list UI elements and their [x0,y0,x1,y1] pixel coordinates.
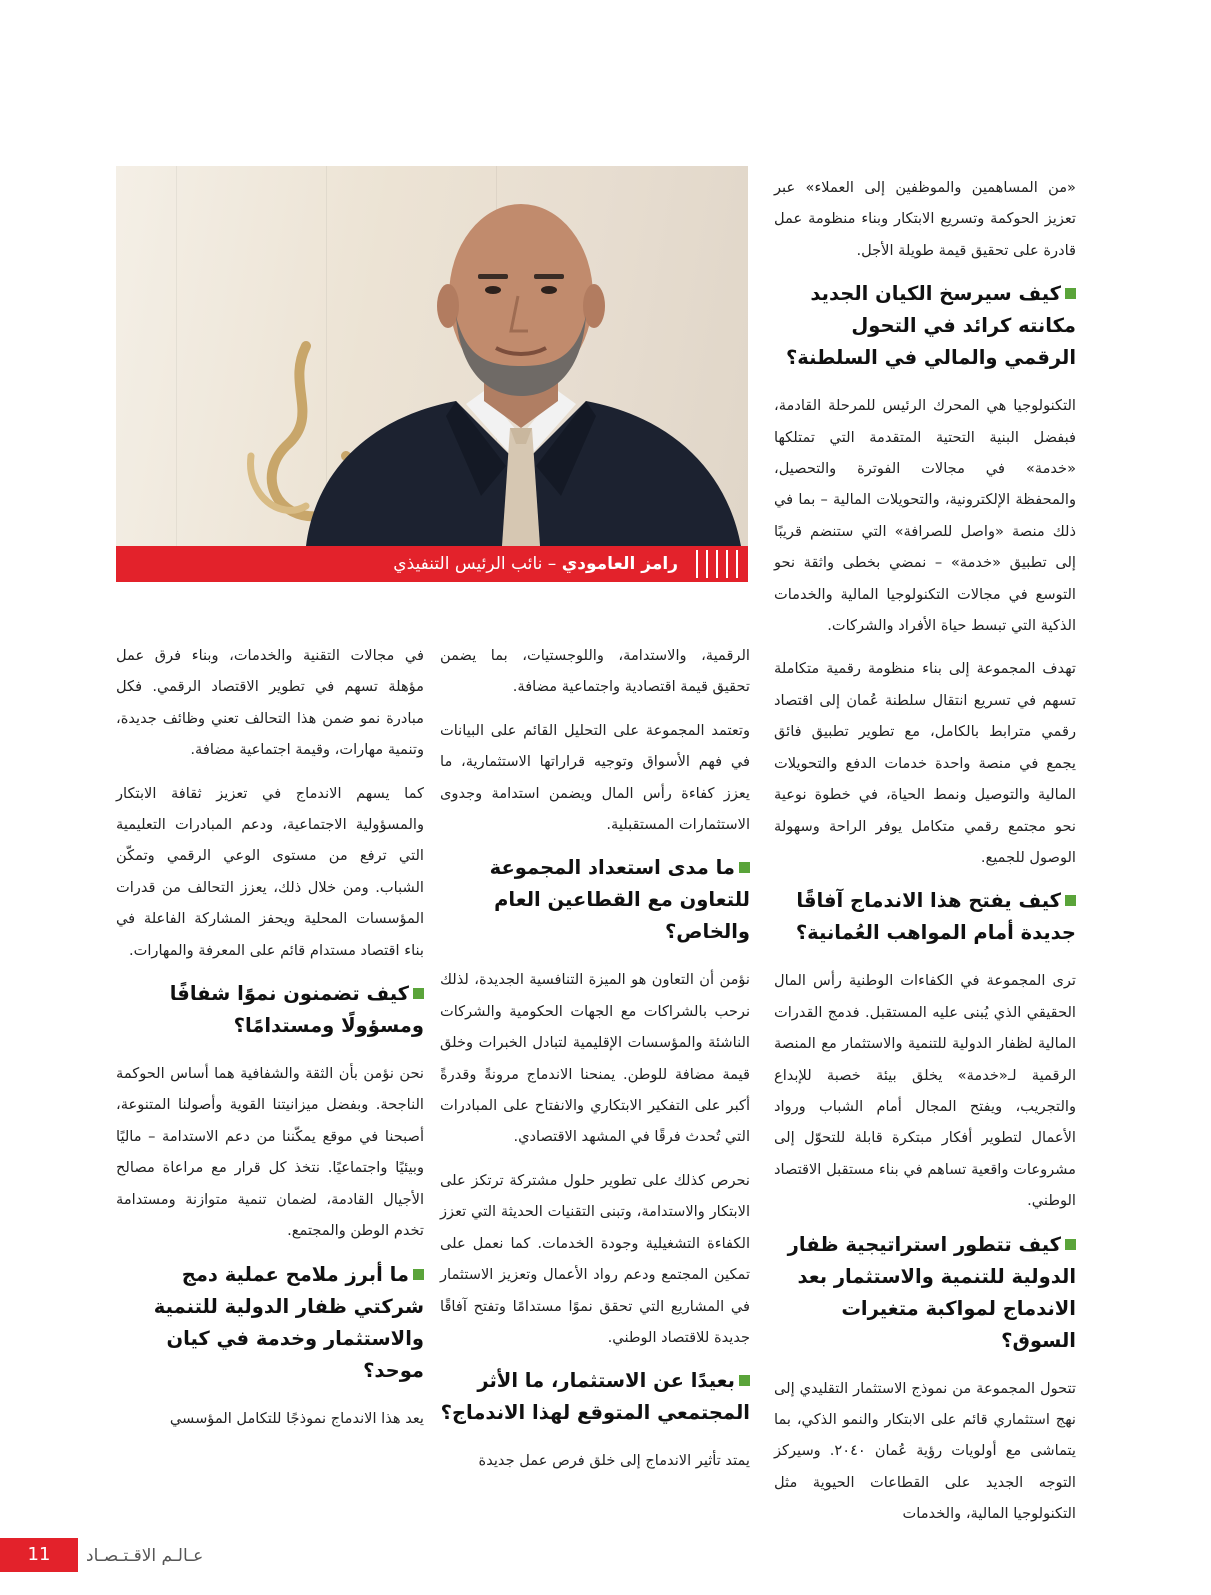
caption-name: رامز العامودي [561,554,678,574]
paragraph: نحرص كذلك على تطوير حلول مشتركة ترتكز على الابتكار والاستدامة، وتبنى التقنيات الحديثة التي تعزز الكفاءة التشغيلية وجودة الخدمات. كما نعمل على تمكين المجتمع ودعم رواد الأعمال وتعزيز الاستثمار في المشاريع التي تحقق نموًا مستدامًا وتفتح آفاقًا جديدة للاقتصاد الوطني. [440,1171,750,1346]
question-heading [116,978,424,1042]
question-heading [116,1259,424,1387]
photo-caption-bar [116,546,748,582]
paragraph: كما يسهم الاندماج في تعزيز ثقافة الابتكار والمسؤولية الاجتماعية، ودعم المبادرات التعليمية التي ترفع من مستوى الوعي الرقمي وتمكّن الشباب. ومن خلال ذلك، يعزز التحالف من قدرات المؤسسات المحلية ويحفز المشاركة الفاعلة في بناء اقتصاد مستدام قائم على المعرفة والمهارات. [116,784,424,959]
question-text: ما أبرز ملامح عملية دمج شركتي ظفار الدولية للتنمية والاستثمار وخدمة في كيان موحد؟ [153,1262,424,1382]
paragraph: يعد هذا الاندماج نموذجًا للتكامل المؤسسي [169,1409,424,1427]
portrait-photo [116,166,748,546]
paragraph: تهدف المجموعة إلى بناء منظومة رقمية متكاملة تسهم في تسريع انتقال سلطنة عُمان إلى اقتصاد رقمي مترابط بالكامل، مع تطوير تطبيق فائق يجمع في منصة واحدة خدمات الدفع والتحويلات المالية والتوصيل ونمط الحياة، في خطوة نوعية نحو مجتمع رقمي متكامل يوفر الراحة وسهولة الوصول للجميع. [774,660,1076,866]
wall-line [176,166,177,546]
page-number: 11 [27,1544,51,1565]
caption-stripe [736,550,738,578]
page-number-tab [0,1538,78,1572]
caption-role: – نائب الرئيس التنفيذي [393,554,562,574]
green-square-bullet-icon [1065,288,1076,299]
caption-stripe [716,550,718,578]
article-column-left [116,640,424,1446]
paragraph: في مجالات التقنية والخدمات، وبناء فرق عمل مؤهلة تسهم في تطوير الاقتصاد الرقمي. فكل مبادرة نمو ضمن هذا التحالف تعني وظائف جديدة، وتنمية مهارات، وقيمة اجتماعية مضافة. [116,647,424,759]
photo-caption [393,546,678,582]
caption-stripe [726,550,728,578]
paragraph: نحن نؤمن بأن الثقة والشفافية هما أساس الحوكمة الناجحة. وبفضل ميزانيتنا القوية وأصولنا المتنوعة، أصبحنا في موقع يمكّننا من دعم الاستدامة – ماليًا وبيئيًا واجتماعيًا. نتخذ كل قرار مع مراعاة مصالح الأجيال القادمة، لضمان تنمية متوازنة ومستدامة تخدم الوطن والمجتمع. [116,1065,424,1240]
question-heading [440,852,750,948]
paragraph: وتعتمد المجموعة على التحليل القائم على البيانات في فهم الأسواق وتوجيه قراراتها الاستثمارية، ما يعزز كفاءة رأس المال ويضمن استدامة وجدوى الاستثمارات المستقبلية. [440,721,750,834]
green-square-bullet-icon [413,1269,424,1280]
green-square-bullet-icon [1065,895,1076,906]
article-column-middle [440,640,750,1489]
paragraph: تتحول المجموعة من نموذج الاستثمار التقليدي إلى نهج استثماري قائم على الابتكار والنمو الذكي، بما يتماشى مع أولويات رؤية عُمان ٢٠٤٠. وسيركز التوجه الجديد على القطاعات الحيوية مثل التكنولوجيا المالية، والخدمات [774,1379,1076,1523]
article-column-right [774,172,1076,1542]
caption-stripe [696,550,698,578]
paragraph: «من المساهمين والموظفين إلى العملاء» عبر تعزيز الحوكمة وتسريع الابتكار وبناء منظومة عمل قادرة على تحقيق قيمة طويلة الأجل. [774,179,1076,259]
question-text: كيف تضمنون نموًا شفافًا ومسؤولًا ومستدامًا؟ [169,982,424,1038]
question-heading [774,885,1076,949]
question-text: ما مدى استعداد المجموعة للتعاون مع القطاعين العام والخاص؟ [489,856,750,944]
paragraph: نؤمن أن التعاون هو الميزة التنافسية الجديدة، لذلك نرحب بالشراكات مع الجهات الحكومية والشركات الناشئة والمؤسسات الإقليمية لتبادل الخبرات وخلق قيمة مضافة للوطن. يمنحنا الاندماج مرونةً وقدرةً أكبر على التفكير الابتكاري والانفتاح على المبادرات التي تُحدث فرقًا في المشهد الاقتصادي. [440,971,750,1146]
question-heading [774,278,1076,374]
caption-stripe [706,550,708,578]
person-illustration [296,166,746,546]
green-square-bullet-icon [739,862,750,873]
green-square-bullet-icon [739,1375,750,1386]
question-text: كيف يفتح هذا الاندماج آفاقًا جديدة أمام المواهب العُمانية؟ [795,889,1076,945]
question-text: كيف سيرسخ الكيان الجديد مكانته كرائد في التحول الرقمي والمالي في السلطنة؟ [785,282,1076,370]
paragraph: يمتد تأثير الاندماج إلى خلق فرص عمل جديدة [478,1452,750,1470]
paragraph: الرقمية، والاستدامة، واللوجستيات، بما يضمن تحقيق قيمة اقتصادية واجتماعية مضافة. [440,647,750,696]
magazine-brand: عـالـم الاقـتـصـاد [86,1546,204,1566]
paragraph: التكنولوجيا هي المحرك الرئيس للمرحلة القادمة، فبفضل البنية التحتية المتقدمة التي تمتلكها «خدمة» في مجالات الفوترة والتحصيل، والمحفظة الإلكترونية، والتحويلات المالية – بما في ذلك منصة «واصل للصرافة» التي ستنضم قريبًا إلى تطبيق «خدمة» – نمضي بخطى واثقة نحو التوسع في مجالات التكنولوجيا المالية والخدمات الذكية التي تبسط حياة الأفراد والشركات. [774,397,1076,635]
question-text: بعيدًا عن الاستثمار، ما الأثر المجتمعي المتوقع لهذا الاندماج؟ [440,1369,750,1425]
green-square-bullet-icon [1065,1239,1076,1250]
green-square-bullet-icon [413,988,424,999]
paragraph: ترى المجموعة في الكفاءات الوطنية رأس المال الحقيقي الذي يُبنى عليه المستقبل. فدمج القدرات المالية لظفار الدولية للتنمية والاستثمار مع المنصة الرقمية لـ«خدمة» يخلق بيئة خصبة للإبداع والتجريب، ويفتح المجال أمام الشباب ورواد الأعمال لتطوير أفكار مبتكرة قابلة للتحوّل إلى مشروعات واقعية تساهم في بناء مستقبل الاقتصاد الوطني. [774,972,1076,1210]
question-text: كيف تتطور استراتيجية ظفار الدولية للتنمية والاستثمار بعد الاندماج لمواكبة متغيرات السوق؟ [787,1232,1076,1352]
question-heading [440,1365,750,1429]
question-heading [774,1229,1076,1357]
